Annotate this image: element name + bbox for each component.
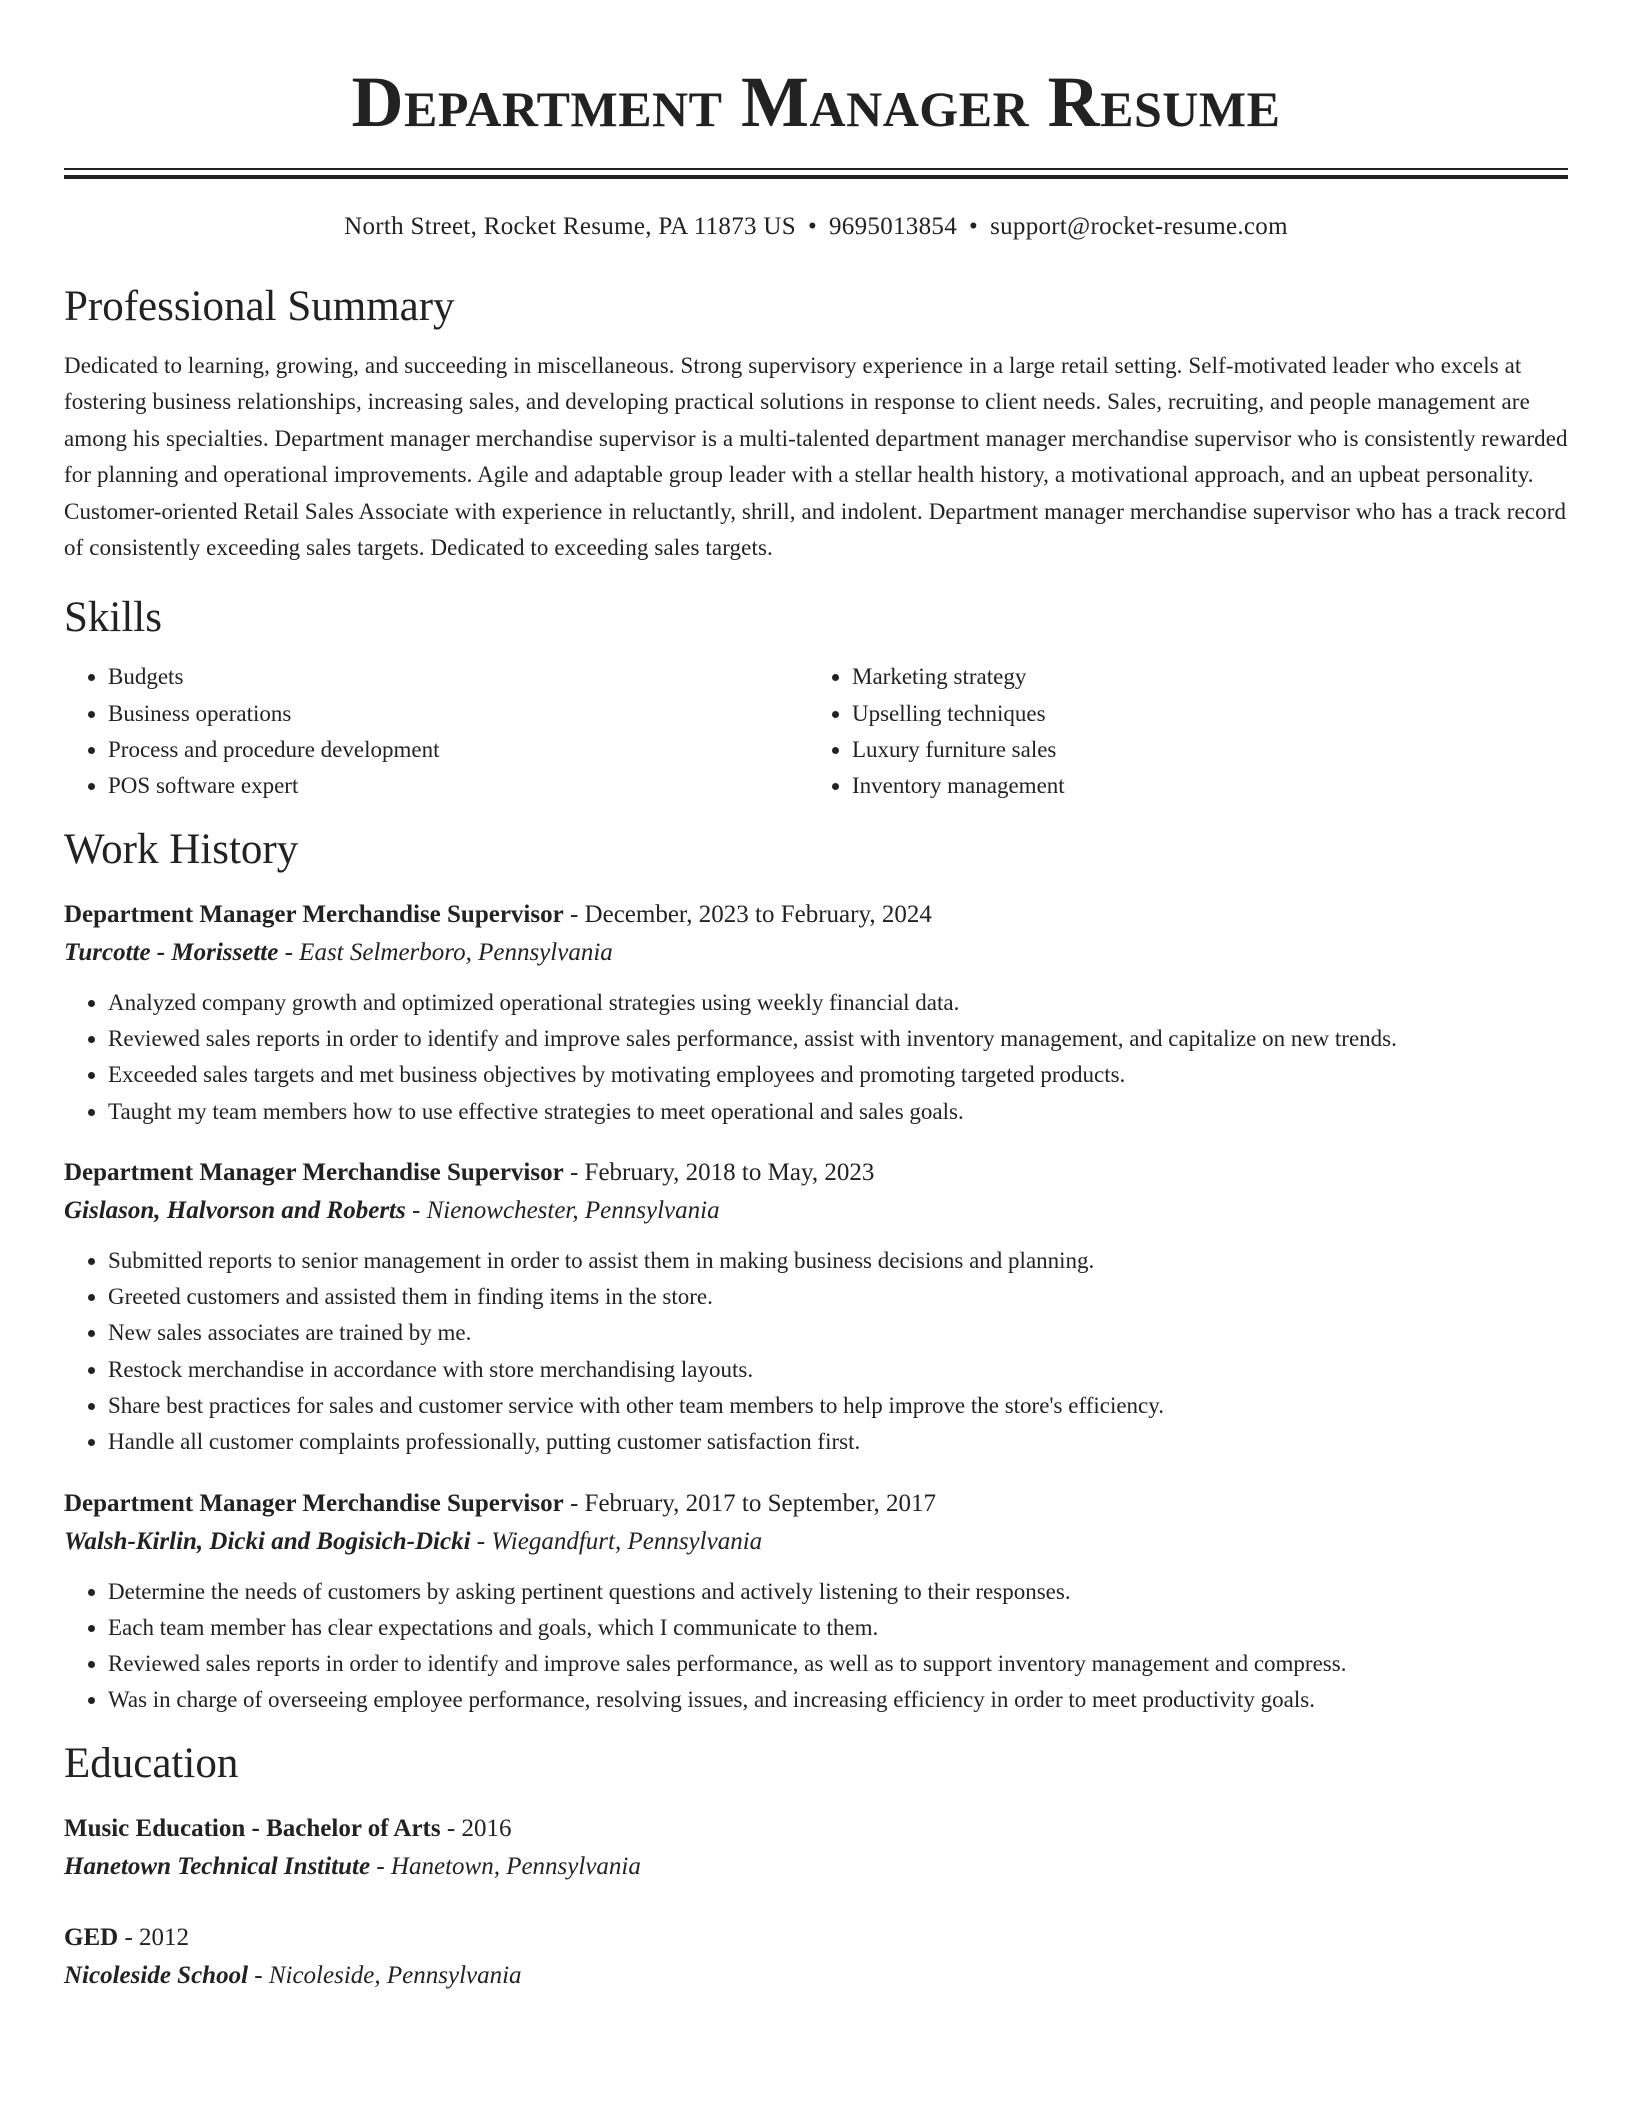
job-dates: - February, 2017 to September, 2017 <box>563 1489 937 1517</box>
skills-heading: Skills <box>64 594 162 642</box>
education-school-line <box>64 1851 1568 1883</box>
job-entry <box>64 899 1568 1130</box>
job-location: - Wiegandfurt, Pennsylvania <box>470 1527 763 1555</box>
education-degree: GED <box>64 1923 119 1951</box>
job-company: Turcotte - Morissette <box>64 938 279 966</box>
resume-title: Department Manager Resume <box>351 62 1281 142</box>
skill-item: • Process and procedure development <box>108 732 808 768</box>
job-entry <box>64 1488 1568 1719</box>
job-entry <box>64 1157 1568 1461</box>
job-company-line <box>64 937 1568 969</box>
job-title-line <box>64 1157 1568 1189</box>
skill-item: • Marketing strategy <box>852 659 1552 695</box>
skills-column-right <box>808 659 1552 804</box>
education-year: - 2016 <box>440 1814 512 1842</box>
job-company: Gislason, Halvorson and Roberts <box>64 1196 406 1224</box>
job-role: Department Manager Merchandise Supervisor <box>64 1489 564 1517</box>
job-bullet: • Exceeded sales targets and met business objectives by motivating employees and promoting targeted products. <box>108 1057 1568 1093</box>
job-bullets <box>64 1243 1568 1461</box>
education-location: - Hanetown, Pennsylvania <box>370 1852 641 1880</box>
contact-line <box>64 212 1568 242</box>
job-bullet: • Was in charge of overseeing employee performance, resolving issues, and increasing efficiency in order to meet productivity goals. <box>108 1682 1568 1718</box>
job-company: Walsh-Kirlin, Dicki and Bogisich-Dicki <box>64 1527 471 1555</box>
skill-item: • Budgets <box>108 659 808 695</box>
education-entry <box>64 1813 1568 1883</box>
contact-email: support@rocket-resume.com <box>990 213 1288 240</box>
job-bullet: • Greeted customers and assisted them in finding items in the store. <box>108 1279 1568 1315</box>
contact-phone: 9695013854 <box>829 213 957 240</box>
job-company-line <box>64 1526 1568 1558</box>
summary-text: Dedicated to learning, growing, and succeeding in miscellaneous. Strong supervisory experience in a large retail setting. Self-motivated leader who excels at fostering business relationships, increasing sales, and developing practical solutions in response to client needs. Sales, recruiting, and people management are among his specialties. Department manager merchandise supervisor is a multi-talented department manager merchandise supervisor who is consistently rewarded for planning and operational improvements. Agile and adaptable group leader with a stellar health history, a motivational approach, and an upbeat personality. Customer-oriented Retail Sales Associate with experience in reluctantly, shrill, and indolent. Department manager merchandise supervisor who has a track record of consistently exceeding sales targets. Dedicated to exceeding sales targets. <box>64 353 1568 561</box>
education-school-line <box>64 1960 1568 1992</box>
job-location: - East Selmerboro, Pennsylvania <box>278 938 613 966</box>
job-bullet: • Taught my team members how to use effective strategies to meet operational and sales goals. <box>108 1094 1568 1130</box>
job-dates: - December, 2023 to February, 2024 <box>563 900 932 928</box>
job-bullet: • New sales associates are trained by me. <box>108 1315 1568 1351</box>
skills-list <box>64 659 1568 804</box>
job-location: - Nienowchester, Pennsylvania <box>405 1196 720 1224</box>
job-bullet: • Handle all customer complaints professionally, putting customer satisfaction first. <box>108 1424 1568 1460</box>
job-role: Department Manager Merchandise Supervisor <box>64 900 564 928</box>
title-divider <box>64 168 1568 179</box>
skill-item: • Luxury furniture sales <box>852 732 1552 768</box>
education-school: Nicoleside School <box>64 1961 249 1989</box>
contact-address: North Street, Rocket Resume, PA 11873 US <box>344 213 796 240</box>
contact-separator: • <box>807 213 817 240</box>
job-bullet: • Submitted reports to senior management in order to assist them in making business decisions and planning. <box>108 1243 1568 1279</box>
job-bullets <box>64 985 1568 1130</box>
education-school: Hanetown Technical Institute <box>64 1852 371 1880</box>
job-bullet: • Each team member has clear expectations and goals, which I communicate to them. <box>108 1610 1568 1646</box>
job-bullets <box>64 1574 1568 1719</box>
education-degree-line <box>64 1813 1568 1845</box>
education-degree-line <box>64 1922 1568 1954</box>
skill-item: • POS software expert <box>108 768 808 804</box>
contact-separator: • <box>969 213 979 240</box>
education-degree: Music Education - Bachelor of Arts <box>64 1814 441 1842</box>
job-bullet: • Reviewed sales reports in order to identify and improve sales performance, as well as to support inventory management and compress. <box>108 1646 1568 1682</box>
education-entry <box>64 1922 1568 1992</box>
job-company-line <box>64 1195 1568 1227</box>
job-title-line <box>64 1488 1568 1520</box>
job-bullet: • Reviewed sales reports in order to identify and improve sales performance, assist with inventory management, and capitalize on new trends. <box>108 1021 1568 1057</box>
job-bullet: • Share best practices for sales and customer service with other team members to help improve the store's efficiency. <box>108 1388 1568 1424</box>
skill-item: • Upselling techniques <box>852 696 1552 732</box>
job-role: Department Manager Merchandise Supervisor <box>64 1158 564 1186</box>
job-bullet: • Restock merchandise in accordance with store merchandising layouts. <box>108 1352 1568 1388</box>
job-title-line <box>64 899 1568 931</box>
education-location: - Nicoleside, Pennsylvania <box>248 1961 522 1989</box>
summary-heading: Professional Summary <box>64 283 455 330</box>
work-history-heading: Work History <box>64 825 299 873</box>
skills-column-left <box>64 659 808 804</box>
job-bullet: • Determine the needs of customers by asking pertinent questions and actively listening to their responses. <box>108 1574 1568 1610</box>
job-dates: - February, 2018 to May, 2023 <box>563 1158 875 1186</box>
education-year: - 2012 <box>118 1923 190 1951</box>
education-heading: Education <box>64 1739 239 1787</box>
skill-item: • Business operations <box>108 696 808 732</box>
skill-item: • Inventory management <box>852 768 1552 804</box>
job-bullet: • Analyzed company growth and optimized operational strategies using weekly financial data. <box>108 985 1568 1021</box>
